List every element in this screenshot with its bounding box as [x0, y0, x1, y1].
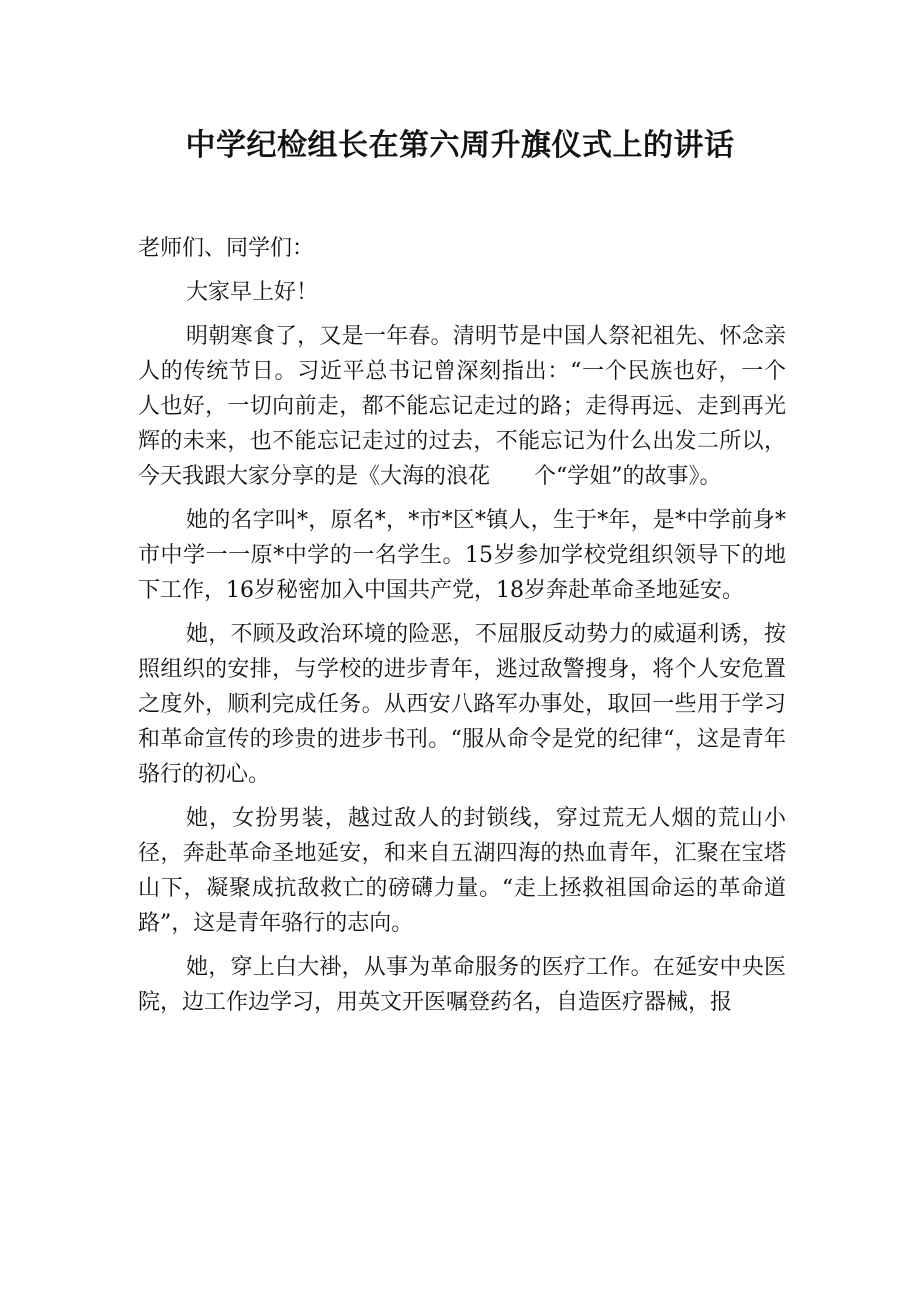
document-body: [138, 231, 786, 1029]
paragraph-biography: 她的名字叫*，原名*，*市*区*镇人，生于*年，是*中学前身*市中学一一原*中学的一名学生。15岁参加学校党组织领导下的地下工作，16岁秘密加入中国共产党，18岁奔赴革命圣地延安。: [138, 508, 786, 603]
paragraph-greeting: 大家早上好！: [186, 280, 319, 305]
paragraph-underground-work: 她，不顾及政治环境的险恶，不屈服反动势力的威逼利诱，按照组织的安排，与学校的进步青年，逃过敌警搜身，将个人安危置之度外，顺利完成任务。从西安八路军办事处，取回一些用于学习和革命宣传的珍贵的进步书刊。“服从命令是党的纪律“，这是青年骆行的初心。: [138, 622, 786, 787]
paragraph-medical-work: 她，穿上白大褂，从事为革命服务的医疗工作。在延安中央医院，边工作边学习，用英文开医嘱登药名，自造医疗器械，报: [138, 955, 786, 1015]
paragraph-journey-yanan: 她，女扮男装，越过敌人的封锁线，穿过荒无人烟的荒山小径，奔赴革命圣地延安，和来自五湖四海的热血青年，汇聚在宝塔山下，凝聚成抗敌救亡的磅礴力量。“走上拯救祖国命运的革命道路”，这是青年骆行的志向。: [138, 806, 786, 936]
document-title: 中学纪检组长在第六周升旗仪式上的讲话: [185, 128, 735, 163]
salutation: 老师们、同学们：: [138, 236, 315, 261]
paragraph-intro: 明朝寒食了，又是一年春。清明节是中国人祭祀祖先、怀念亲人的传统节日。习近平总书记曾深刻指出：“一个民族也好，一个人也好，一切向前走，都不能忘记走过的路；走得再远、走到再光辉的未来，也不能忘记走过的过去，不能忘记为什么出发二所以，今天我跟大家分享的是《大海的浪花 个“学姐”的故事》。: [138, 324, 786, 489]
